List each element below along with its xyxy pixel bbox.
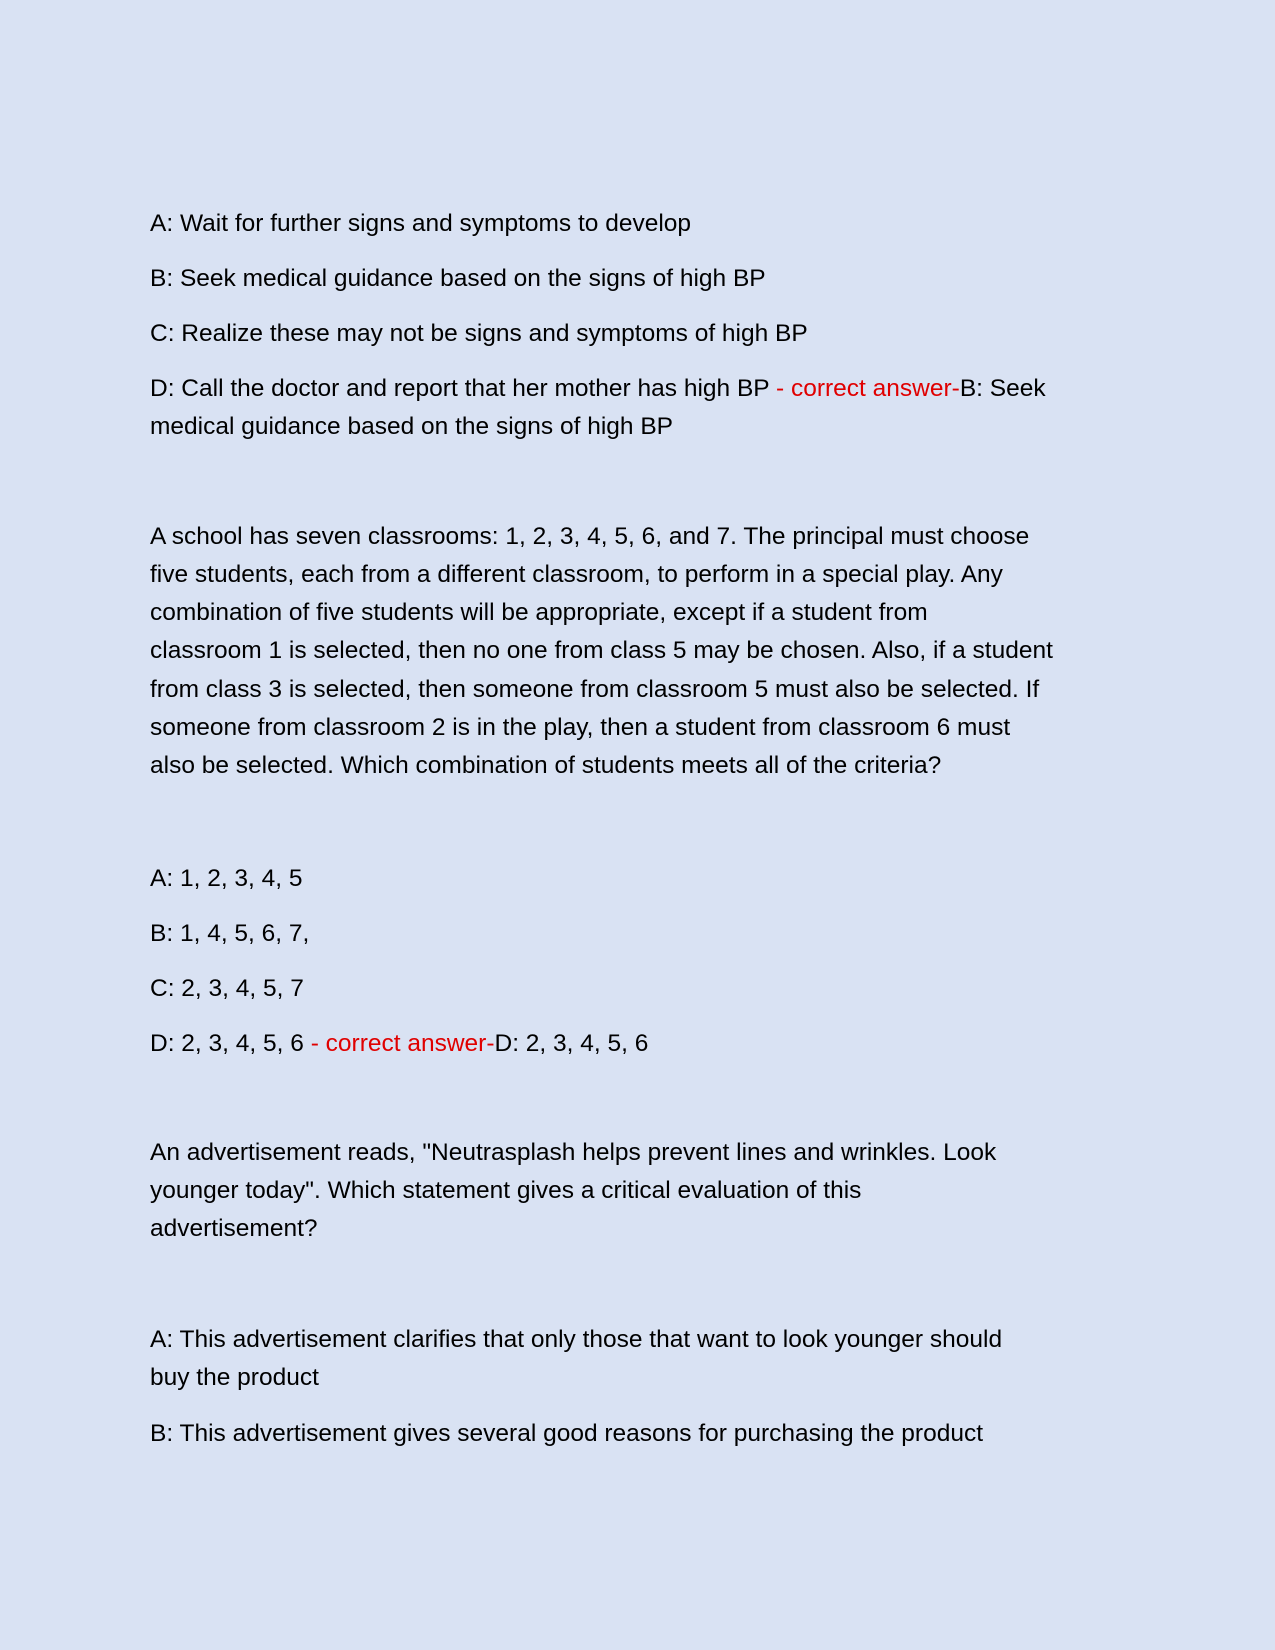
q3-option-a-line: buy the product <box>150 1364 319 1391</box>
q1-option-a: A: Wait for further signs and symptoms to develop <box>150 210 692 237</box>
q1-option-b: B: Seek medical guidance based on the signs of high BP <box>150 265 766 292</box>
q2-option-a: A: 1, 2, 3, 4, 5 <box>150 865 303 892</box>
q3-option-a-line: A: This advertisement clarifies that only those that want to look younger should <box>150 1326 1003 1353</box>
q2-option-d <box>150 1025 648 1063</box>
q1-option-c: C: Realize these may not be signs and symptoms of high BP <box>150 320 808 347</box>
q2-answer: D: 2, 3, 4, 5, 6 <box>494 1030 649 1057</box>
q1-option-d-text: D: Call the doctor and report that her mother has high BP <box>150 375 777 402</box>
q1-option-d <box>150 370 1046 408</box>
q3-stem-line: advertisement? <box>150 1215 318 1242</box>
q2-option-b: B: 1, 4, 5, 6, 7, <box>150 920 310 947</box>
q2-option-c: C: 2, 3, 4, 5, 7 <box>150 975 304 1002</box>
q1-answer-rest: medical guidance based on the signs of high BP <box>150 413 674 440</box>
q3-stem-line: younger today". Which statement gives a critical evaluation of this <box>150 1177 862 1204</box>
q2-stem-line: combination of five students will be appropriate, except if a student from <box>150 599 928 626</box>
q2-stem-line: from class 3 is selected, then someone from classroom 5 must also be selected. If <box>150 676 1040 703</box>
q2-stem-line: A school has seven classrooms: 1, 2, 3, 4, 5, 6, and 7. The principal must choose <box>150 523 1030 550</box>
q1-correct-answer-marker: - correct answer- <box>776 375 960 402</box>
q1-answer-first: B: Seek <box>959 375 1046 402</box>
q2-stem-line: also be selected. Which combination of students meets all of the criteria? <box>150 752 942 779</box>
q3-option-b: B: This advertisement gives several good reasons for purchasing the product <box>150 1420 983 1447</box>
q2-option-d-text: D: 2, 3, 4, 5, 6 <box>150 1030 311 1057</box>
q2-stem-line: classroom 1 is selected, then no one from class 5 may be chosen. Also, if a student <box>150 637 1053 664</box>
q3-stem-line: An advertisement reads, "Neutrasplash helps prevent lines and wrinkles. Look <box>150 1139 997 1166</box>
q2-correct-answer-marker: - correct answer- <box>310 1030 495 1057</box>
q2-stem-line: five students, each from a different classroom, to perform in a special play. Any <box>150 561 1003 588</box>
q2-stem-line: someone from classroom 2 is in the play, then a student from classroom 6 must <box>150 714 1011 741</box>
